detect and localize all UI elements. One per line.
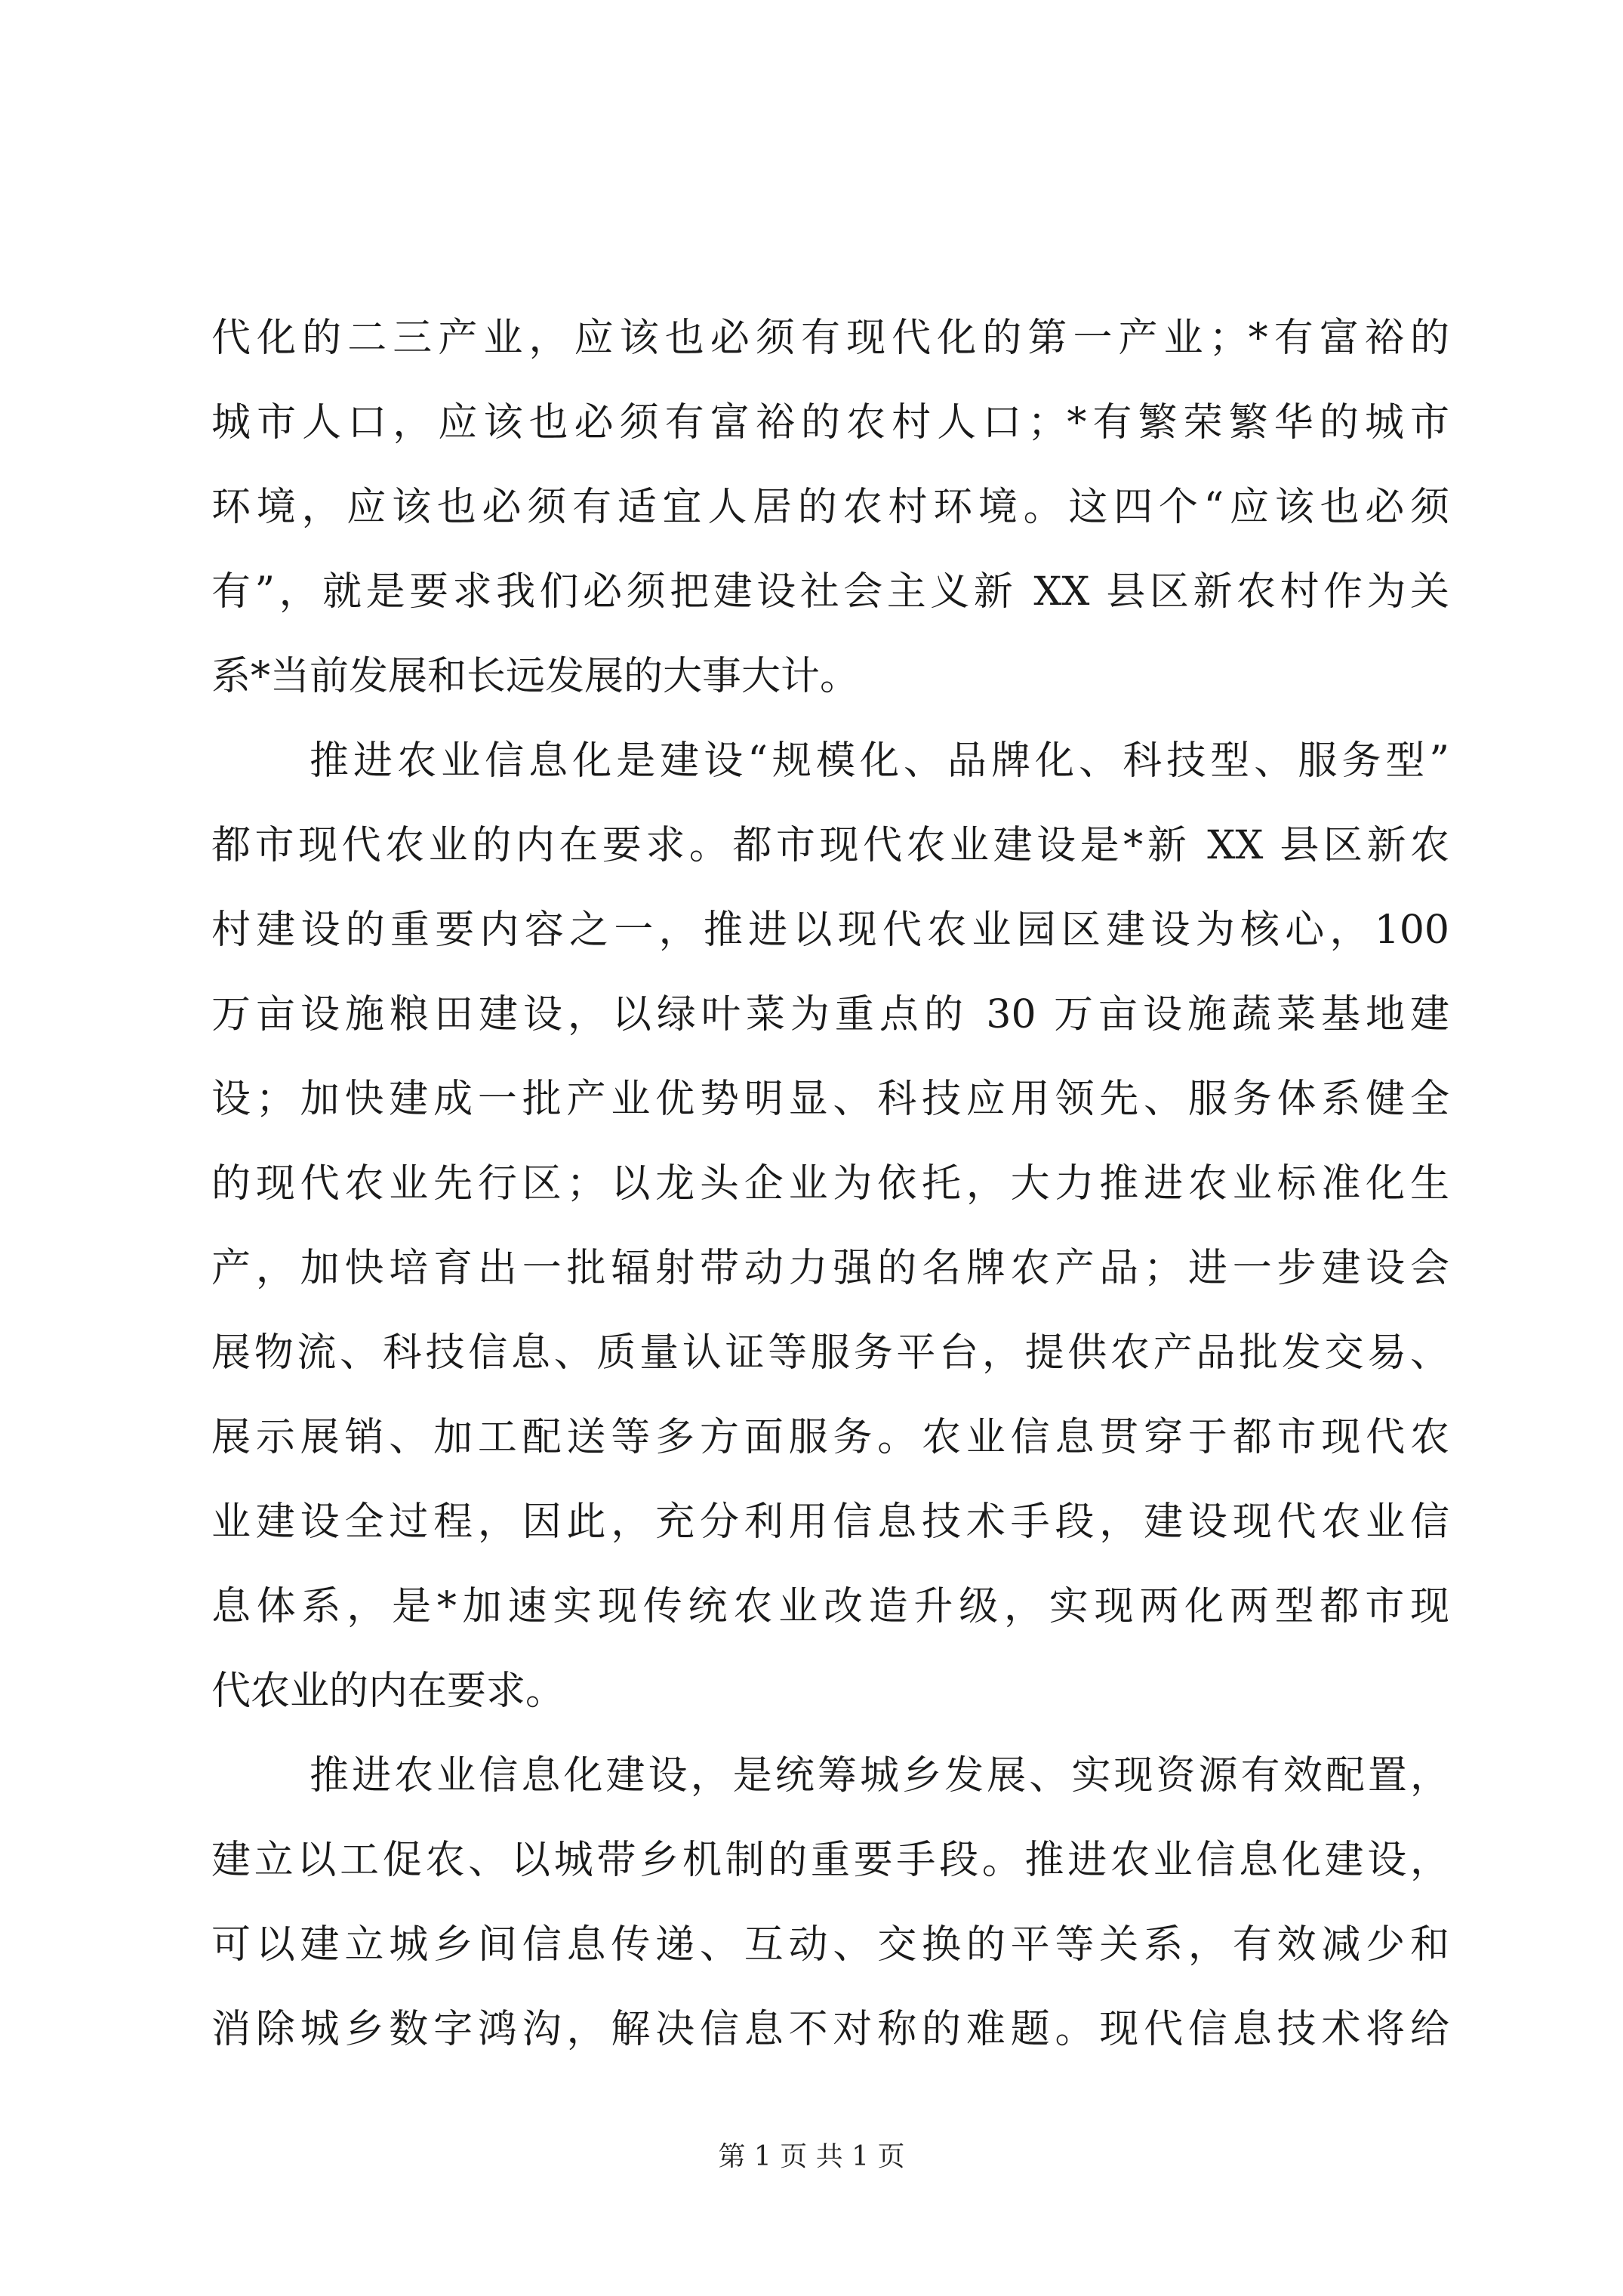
text-line: 设；加快建成一批产业优势明显、科技应用领先、服务体系健全: [211, 1077, 1449, 1122]
text-line: 息体系，是*加速实现传统农业改造升级，实现两化两型都市现: [211, 1584, 1449, 1629]
text-line: 推进农业信息化建设，是统筹城乡发展、实现资源有效配置，: [310, 1753, 1449, 1798]
text-line: 的现代农业先行区；以龙头企业为依托，大力推进农业标准化生: [211, 1161, 1449, 1207]
text-line: 推进农业信息化是建设“规模化、品牌化、科技型、服务型”: [310, 738, 1449, 784]
text-line: 系*当前发展和长远发展的大事大计。: [211, 654, 860, 699]
text-line: 建立以工促农、以城带乡机制的重要手段。推进农业信息化建设，: [211, 1838, 1449, 1883]
paragraph-2: [211, 719, 1449, 1734]
text-line: 村建设的重要内容之一，推进以现代农业园区建设为核心，100: [211, 908, 1449, 953]
text-line: 都市现代农业的内在要求。都市现代农业建设是*新 XX 县区新农: [211, 823, 1449, 868]
text-line: 代化的二三产业，应该也必须有现代化的第一产业；*有富裕的: [211, 316, 1449, 361]
paragraph-3: [211, 1734, 1449, 2072]
text-line: 可以建立城乡间信息传递、互动、交换的平等关系，有效减少和: [211, 1922, 1449, 1968]
text-line: 有”，就是要求我们必须把建设社会主义新 XX 县区新农村作为关: [211, 569, 1449, 615]
text-line: 消除城乡数字鸿沟，解决信息不对称的难题。现代信息技术将给: [211, 2007, 1449, 2052]
text-line: 城市人口，应该也必须有富裕的农村人口；*有繁荣繁华的城市: [211, 400, 1449, 445]
text-line: 万亩设施粮田建设，以绿叶菜为重点的 30 万亩设施蔬菜基地建: [211, 992, 1449, 1037]
text-line: 产，加快培育出一批辐射带动力强的名牌农产品；进一步建设会: [211, 1246, 1449, 1291]
text-line: 展示展销、加工配送等多方面服务。农业信息贯穿于都市现代农: [211, 1415, 1449, 1460]
page-number-footer: 第 1 页 共 1 页: [718, 2141, 905, 2172]
text-line: 展物流、科技信息、质量认证等服务平台，提供农产品批发交易、: [211, 1330, 1449, 1376]
text-line: 业建设全过程，因此，充分利用信息技术手段，建设现代农业信: [211, 1499, 1449, 1545]
paragraph-1: [211, 296, 1449, 719]
document-body: [211, 296, 1449, 2072]
text-line: 代农业的内在要求。: [211, 1669, 565, 1714]
text-line: 环境，应该也必须有适宜人居的农村环境。这四个“应该也必须: [211, 485, 1449, 530]
